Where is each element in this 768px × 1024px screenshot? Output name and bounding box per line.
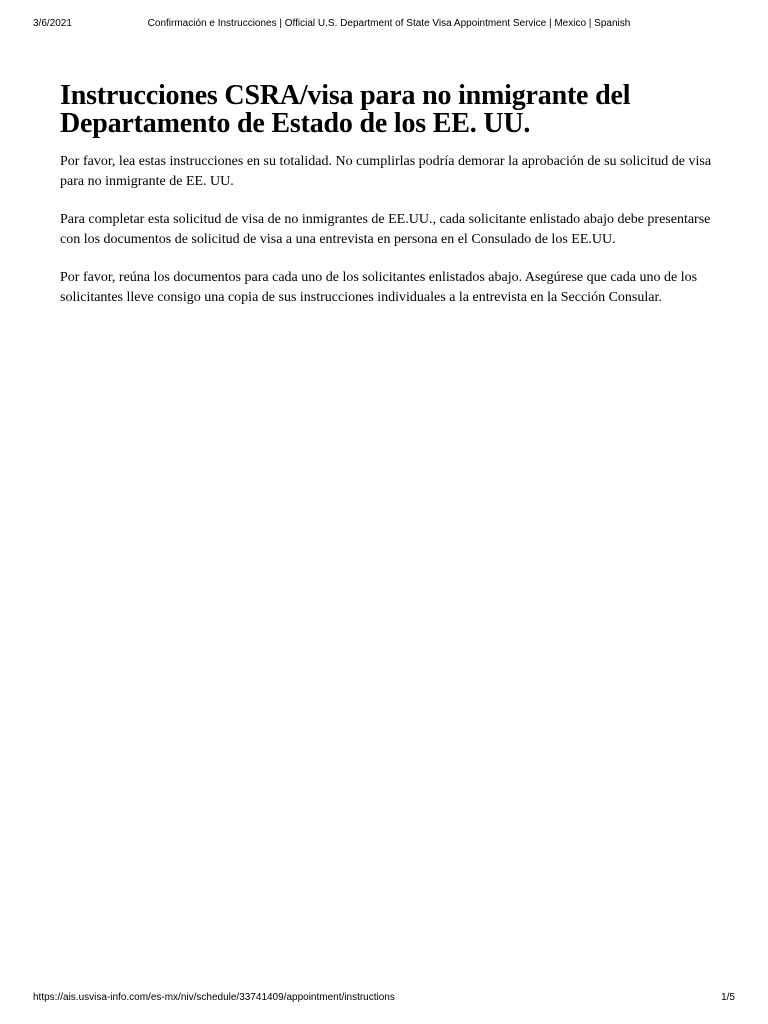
print-footer <box>33 991 735 1005</box>
requirements-paragraph: Para completar esta solicitud de visa de no inmigrantes de EE.UU., cada solicitante enlistado abajo debe presentarse con los documentos de solicitud de visa a una entrevista en persona en el Consulado de los EE.UU. <box>60 212 711 247</box>
print-page-title: Confirmación e Instrucciones | Official U.S. Department of State Visa Appointment Service | Mexico | Spanish <box>147 18 631 29</box>
page-number: 1/5 <box>721 992 735 1003</box>
print-header <box>33 17 735 31</box>
main-content <box>60 82 720 326</box>
page-heading: Instrucciones CSRA/visa para no inmigrante del Departamento de Estado de los EE. UU. <box>60 80 631 139</box>
intro-paragraph: Por favor, lea estas instrucciones en su totalidad. No cumplirlas podría demorar la aprobación de su solicitud de visa para no inmigrante de EE. UU. <box>60 154 712 189</box>
documents-paragraph: Por favor, reúna los documentos para cada uno de los solicitantes enlistados abajo. Asegúrese que cada uno de los solicitantes lleve consigo una copia de sus instrucciones individuales a la entrevista en la Sección Consular. <box>60 270 698 305</box>
print-date: 3/6/2021 <box>33 18 72 29</box>
print-url: https://ais.usvisa-info.com/es-mx/niv/schedule/33741409/appointment/instructions <box>33 992 395 1003</box>
